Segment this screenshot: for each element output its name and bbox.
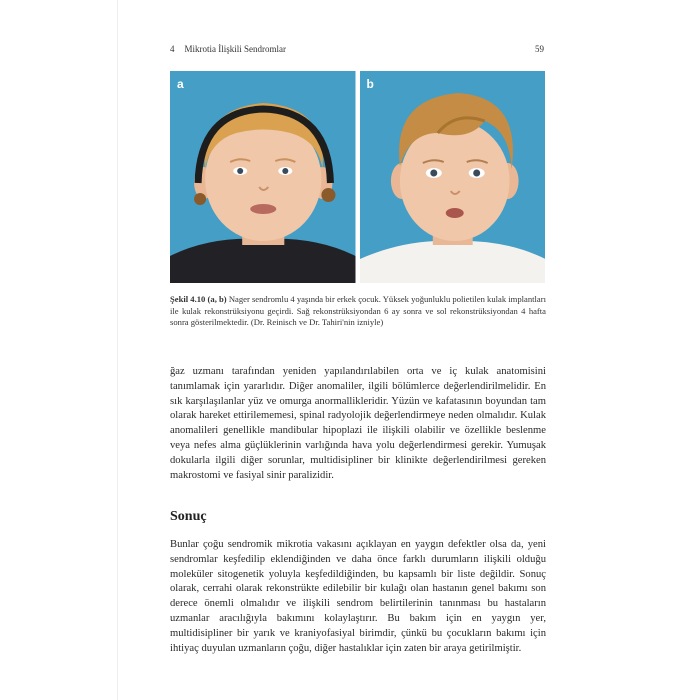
running-head: [170, 44, 544, 54]
section-heading: Sonuç: [170, 509, 207, 524]
caption-label: Şekil 4.10: [170, 294, 206, 304]
photo-panel-b: [360, 71, 546, 283]
caption-panels: (a, b): [207, 294, 227, 304]
panel-label-a: a: [177, 77, 184, 91]
figure-caption: [170, 294, 546, 329]
caption-text: Nager sendromlu 4 yaşında bir erkek çocuk. Yüksek yoğunluklu polietilen kulak implantları ile kulak rekonstrüksiyonu geçirdi. Sağ rekonstrüksiyondan 6 ay sonra ve sol rekonstrüksiyondan 4 hafta sonra gösterilmektedir. (Dr. Reinisch ve Dr. Tahiri'nin izniyle): [170, 294, 546, 327]
child-portrait-b-image: [360, 71, 546, 283]
chapter-title: Mikrotia İlişkili Sendromlar: [184, 44, 286, 54]
page-number: 59: [535, 44, 544, 54]
photo-panel-a: [170, 71, 356, 283]
chapter-number: 4: [170, 44, 175, 54]
body-paragraph-2: Bunlar çoğu sendromik mikrotia vakasını açıklayan en yaygın defektler olsa da, yeni sendromlar keşfedilip eklendiğinden ve daha önce farklı durumların ilişkili olduğu moleküler sitogenetik yoluyla keşfedildiğinden, bu kapsamlı bir liste değildir. Sonuç olarak, cerrahi olarak rekonstrükte edilebilir bir kulağı olan hastanın genel bakımı son derece önemli olmalıdır ve ilişkili sendrom belirtilerinin tanınması bu hastaların uzmanlar aracılığıyla bakımını kolaylaştırır. Bu bakım için en yaygın yer, multidisipliner bir yarık ve kraniyofasiyal birimdir, çünkü bu çocukların bakımı için ihtiyaç duyulan uzmanların çoğu, diğer hastalıklar için zaten bir araya getirilmiştir.: [170, 539, 546, 654]
panel-label-b: b: [366, 77, 374, 91]
child-portrait-a-image: [170, 71, 356, 283]
body-paragraph-1: ğaz uzmanı tarafından yeniden yapılandırılabilen orta ve iç kulak anatomisini tanımlamak için yararlıdır. Diğer anomaliler, ilgili bölümlerce değerlendirilmelidir. En sık karşılaşılanlar yüz ve omurga anormallikleridir. Yüzün ve kafatasının boyundan tam olarak hareket ettirilememesi, spinal radyolojik değerlendirmeye neden olmalıdır. Kulak anomalileri genellikle mandibular hipoplazi ile ilişkili olabilir ve özellikle beslenme veya nefes alma güçlüklerinin varlığında hava yolu değerlendirmesi gerekir. Yumuşak dokularla ilgili diğer sorunlar, multidisipliner bir klinikte değerlendirilmesi gereken makrostomi ve fasiyal sinir paralizidir.: [170, 366, 546, 481]
figure-photos: [170, 71, 545, 283]
